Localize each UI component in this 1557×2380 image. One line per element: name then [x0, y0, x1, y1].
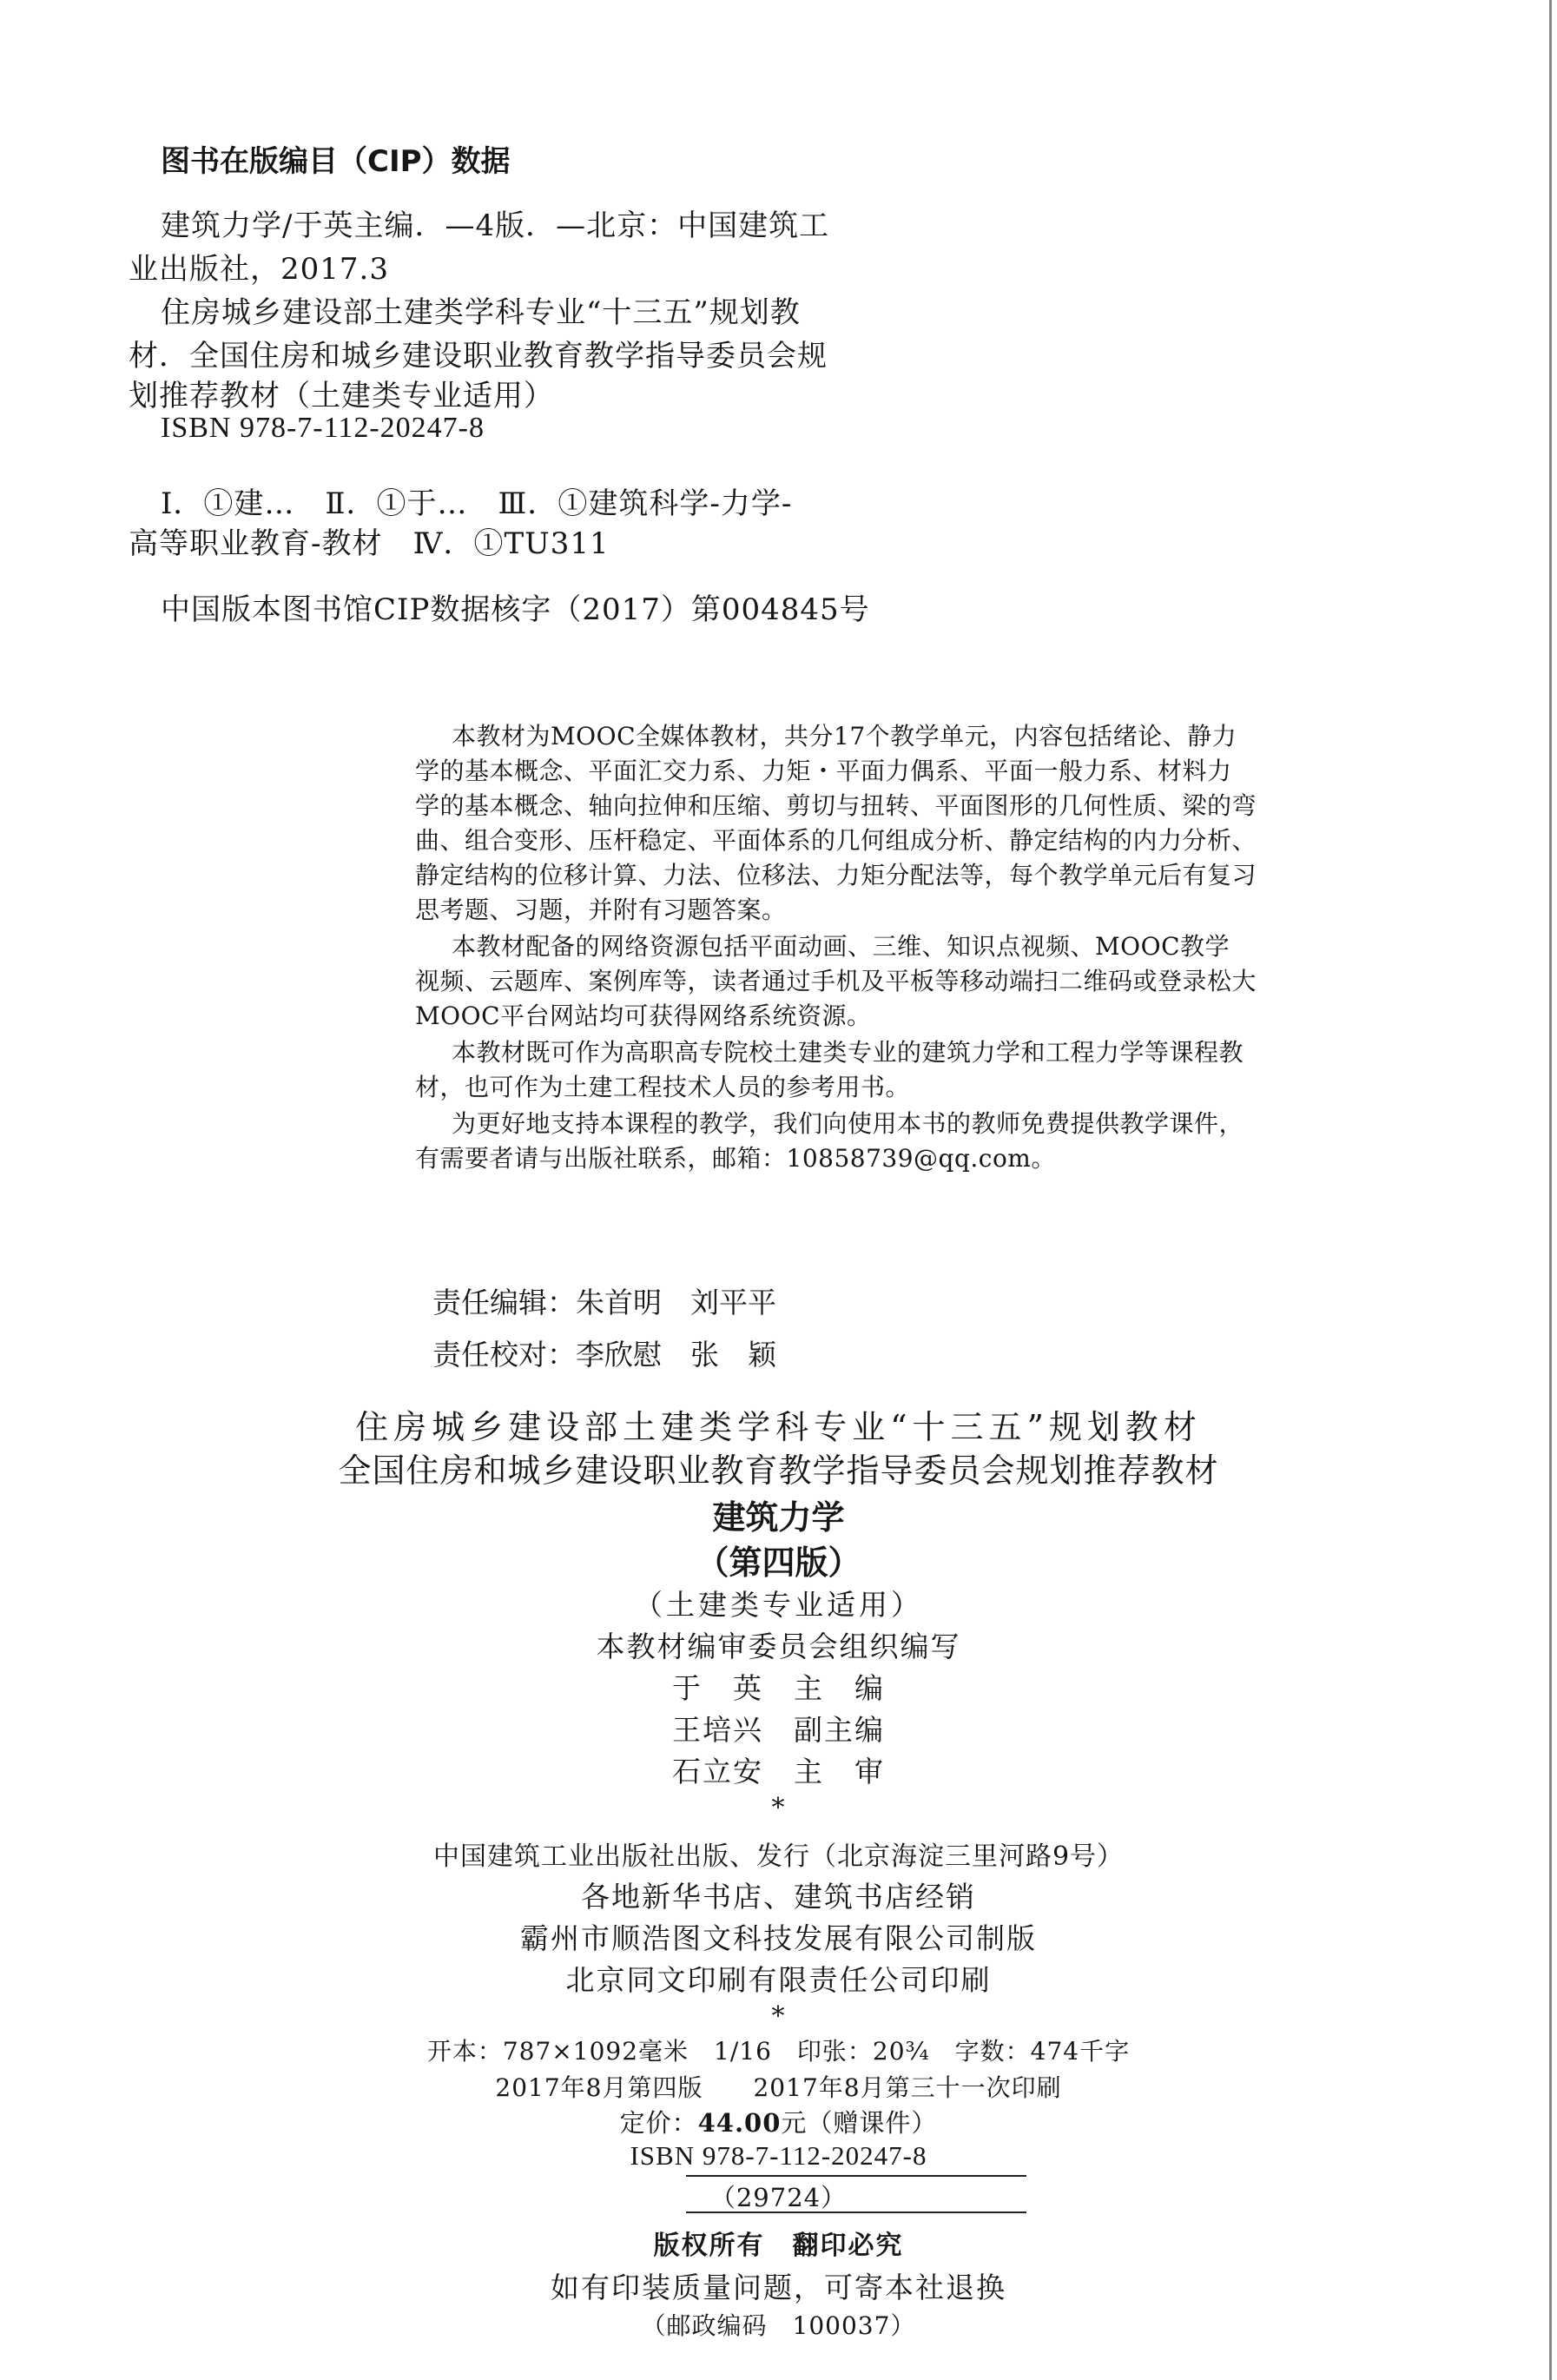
copyright-line: 版权所有 翻印必究: [653, 2231, 904, 2261]
price-label: 定价：: [619, 2108, 698, 2138]
imprint-isbn: ISBN 978-7-112-20247-8: [630, 2140, 927, 2171]
printing-line: 2017年8月第四版 2017年8月第三十一次印刷: [495, 2073, 1062, 2102]
responsible-editor: 责任编辑：朱首明 刘平平: [432, 1286, 776, 1319]
cip-heading: 图书在版编目（CIP）数据: [161, 144, 511, 179]
cip-isbn: ISBN 978-7-112-20247-8: [161, 412, 485, 444]
deputy-editor: 王培兴 副主编: [672, 1713, 885, 1747]
cip-classification: 高等职业教育-教材 Ⅳ．①TU311: [129, 526, 610, 561]
description-line: 学的基本概念、轴向拉伸和压缩、剪切与扭转、平面图形的几何性质、梁的弯: [415, 791, 1257, 820]
series-line-1: 住房城乡建设部土建类学科专业“十三五”规划教材: [355, 1408, 1202, 1446]
description-line: 思考题、习题，并附有习题答案。: [415, 896, 787, 924]
responsible-proofreader: 责任校对：李欣慰 张 颖: [432, 1338, 776, 1372]
postcode-line: （邮政编码 100037）: [641, 2311, 916, 2340]
cip-classification: Ⅰ．①建… Ⅱ．①于… Ⅲ．①建筑科学-力学-: [161, 486, 793, 521]
cip-record: 中国版本图书馆CIP数据核字（2017）第004845号: [161, 592, 870, 627]
isbn-underline: [686, 2175, 1026, 2177]
description-line: 视频、云题库、案例库等，读者通过手机及平板等移动端扫二维码或登录松大: [415, 967, 1257, 995]
typesetter-line: 霸州市顺浩图文科技发展有限公司制版: [520, 1921, 1037, 1955]
chief-editor: 于 英 主 编: [672, 1671, 885, 1705]
publisher-line: 中国建筑工业出版社出版、发行（北京海淀三里河路9号）: [432, 1841, 1125, 1872]
cip-line: 业出版社，2017.3: [129, 252, 389, 287]
description-line: 静定结构的位移计算、力法、位移法、力矩分配法等，每个教学单元后有复习: [415, 861, 1257, 889]
distributor-line: 各地新华书店、建筑书店经销: [581, 1880, 976, 1914]
description-line: 材，也可作为土建工程技术人员的参考用书。: [415, 1073, 911, 1101]
description-line: 学的基本概念、平面汇交力系、力矩・平面力偶系、平面一般力系、材料力: [415, 757, 1232, 785]
separator-star: *: [771, 1793, 786, 1823]
format-line: 开本：787×1092毫米 1/16 印张：20¾ 字数：474千字: [426, 2037, 1131, 2066]
description-line: 曲、组合变形、压杆稳定、平面体系的几何组成分析、静定结构的内力分析、: [415, 826, 1257, 855]
code-underline: [686, 2211, 1026, 2213]
returns-line: 如有印装质量问题，可寄本社退换: [551, 2271, 1006, 2304]
description-line: 本教材为MOOC全媒体教材，共分17个教学单元，内容包括绪论、静力: [452, 722, 1237, 750]
cip-line: 材．全国住房和城乡建设职业教育教学指导委员会规: [129, 339, 828, 374]
description-line: 本教材既可作为高职高专院校土建类专业的建筑力学和工程力学等课程教: [452, 1038, 1244, 1067]
cip-line: 住房城乡建设部土建类学科专业“十三五”规划教: [161, 295, 801, 330]
description-line: 本教材配备的网络资源包括平面动画、三维、知识点视频、MOOC教学: [452, 932, 1230, 961]
price-suffix: 元（赠课件）: [781, 2108, 938, 2138]
chief-reviewer: 石立安 主 审: [672, 1755, 885, 1788]
description-line: MOOC平台网站均可获得网络系统资源。: [415, 1002, 872, 1030]
description-line: 为更好地支持本课程的教学，我们向使用本书的教师免费提供教学课件，: [452, 1109, 1244, 1138]
price-value: 44.00: [697, 2108, 782, 2138]
imprint-code: （29724）: [709, 2183, 848, 2212]
book-compiled-by: 本教材编审委员会组织编写: [596, 1630, 961, 1663]
book-title: 建筑力学: [712, 1498, 845, 1537]
description-line: 有需要者请与出版社联系，邮箱：10858739@qq.com。: [415, 1144, 1056, 1173]
cip-line: 划推荐教材（土建类专业适用）: [129, 379, 554, 413]
price-line: [0, 2104, 1557, 2139]
printer-line: 北京同文印刷有限责任公司印刷: [565, 1963, 992, 1997]
series-line-2: 全国住房和城乡建设职业教育教学指导委员会规划推荐教材: [338, 1451, 1219, 1490]
separator-star: *: [771, 2001, 786, 2032]
book-edition: （第四版）: [696, 1544, 861, 1582]
book-scope: （土建类专业适用）: [634, 1588, 923, 1622]
cip-line: 建筑力学/于英主编．—4版．—北京：中国建筑工: [161, 208, 830, 243]
